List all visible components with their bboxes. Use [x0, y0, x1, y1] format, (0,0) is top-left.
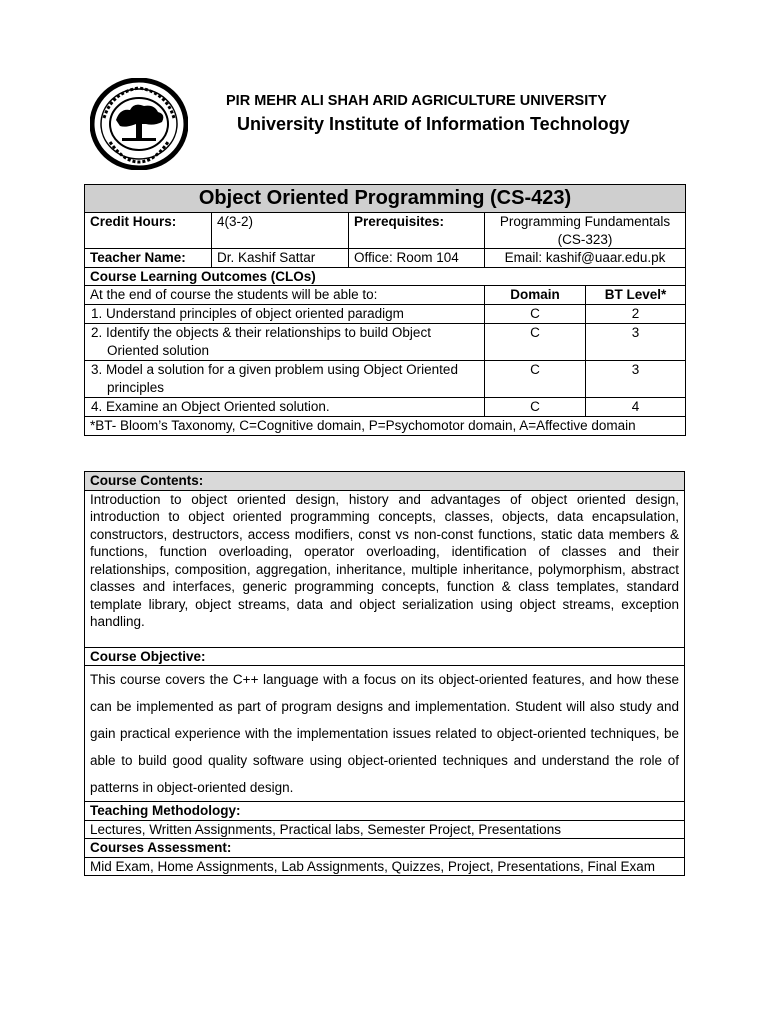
teacher-value: Dr. Kashif Sattar — [212, 249, 349, 268]
teaching-methodology-text: Lectures, Written Assignments, Practical labs, Semester Project, Presentations — [85, 820, 685, 839]
prerequisites-value: Programming Fundamentals (CS-323) — [485, 213, 686, 249]
email-value: Email: kashif@uaar.edu.pk — [485, 249, 686, 268]
bt-footnote: *BT- Bloom’s Taxonomy, C=Cognitive domain, P=Psychomotor domain, A=Affective domain — [85, 417, 686, 436]
courses-assessment-heading: Courses Assessment: — [85, 839, 685, 858]
university-seal-icon — [90, 78, 188, 170]
clo-intro: At the end of course the students will be able to: — [85, 286, 485, 305]
credit-hours-value: 4(3-2) — [212, 213, 349, 249]
clo-bt-level: 3 — [586, 361, 686, 398]
course-details-table — [84, 471, 685, 876]
courses-assessment-text: Mid Exam, Home Assignments, Lab Assignments, Quizzes, Project, Presentations, Final Exam — [85, 857, 685, 876]
clo-domain: C — [485, 305, 586, 324]
clo-domain: C — [485, 398, 586, 417]
clo-heading: Course Learning Outcomes (CLOs) — [85, 267, 686, 286]
course-title: Object Oriented Programming (CS-423) — [85, 185, 686, 213]
course-contents-text: Introduction to object oriented design, history and advantages of object oriented design, introduction to object oriented programming concepts, classes, objects, data encapsulation, constructors, destructors, access modifiers, const vs non-const functions, static data members & functions, function overloading, operator overloading, identification of classes and their relationships, composition, aggregation, inheritance, multiple inheritance, polymorphism, abstract classes and interfaces, generic programming concepts, function & class templates, standard template library, object streams, data and object serialization using object streams, exception handling. — [85, 490, 685, 647]
clo-row — [85, 361, 686, 398]
bt-level-header: BT Level* — [586, 286, 686, 305]
clo-row — [85, 398, 686, 417]
document-header — [0, 0, 768, 180]
domain-header: Domain — [485, 286, 586, 305]
course-contents-heading: Course Contents: — [85, 472, 685, 491]
prerequisites-label: Prerequisites: — [349, 213, 485, 249]
clo-row — [85, 305, 686, 324]
clo-text: 3. Model a solution for a given problem using Object Oriented principles — [85, 361, 485, 398]
clo-text: 4. Examine an Object Oriented solution. — [85, 398, 485, 417]
teacher-label: Teacher Name: — [85, 249, 212, 268]
clo-text: 2. Identify the objects & their relationships to build Object Oriented solution — [85, 324, 485, 361]
course-objective-heading: Course Objective: — [85, 647, 685, 666]
institute-name: University Institute of Information Technology — [237, 114, 630, 134]
university-name: PIR MEHR ALI SHAH ARID AGRICULTURE UNIVERSITY — [226, 93, 607, 109]
clo-text: 1. Understand principles of object oriented paradigm — [85, 305, 485, 324]
course-info-table — [84, 184, 686, 436]
clo-row — [85, 324, 686, 361]
office-value: Office: Room 104 — [349, 249, 485, 268]
clo-domain: C — [485, 361, 586, 398]
teaching-methodology-heading: Teaching Methodology: — [85, 802, 685, 821]
clo-bt-level: 3 — [586, 324, 686, 361]
credit-hours-label: Credit Hours: — [85, 213, 212, 249]
clo-domain: C — [485, 324, 586, 361]
course-objective-text: This course covers the C++ language with a focus on its object-oriented features, and how these can be implemented as part of program designs and implementation. Student will also study and gain practical experience with the implementation issues related to object-oriented techniques, be able to build good quality software using object-oriented techniques and understand the role of patterns in object-oriented design. — [85, 666, 685, 802]
clo-bt-level: 4 — [586, 398, 686, 417]
clo-bt-level: 2 — [586, 305, 686, 324]
